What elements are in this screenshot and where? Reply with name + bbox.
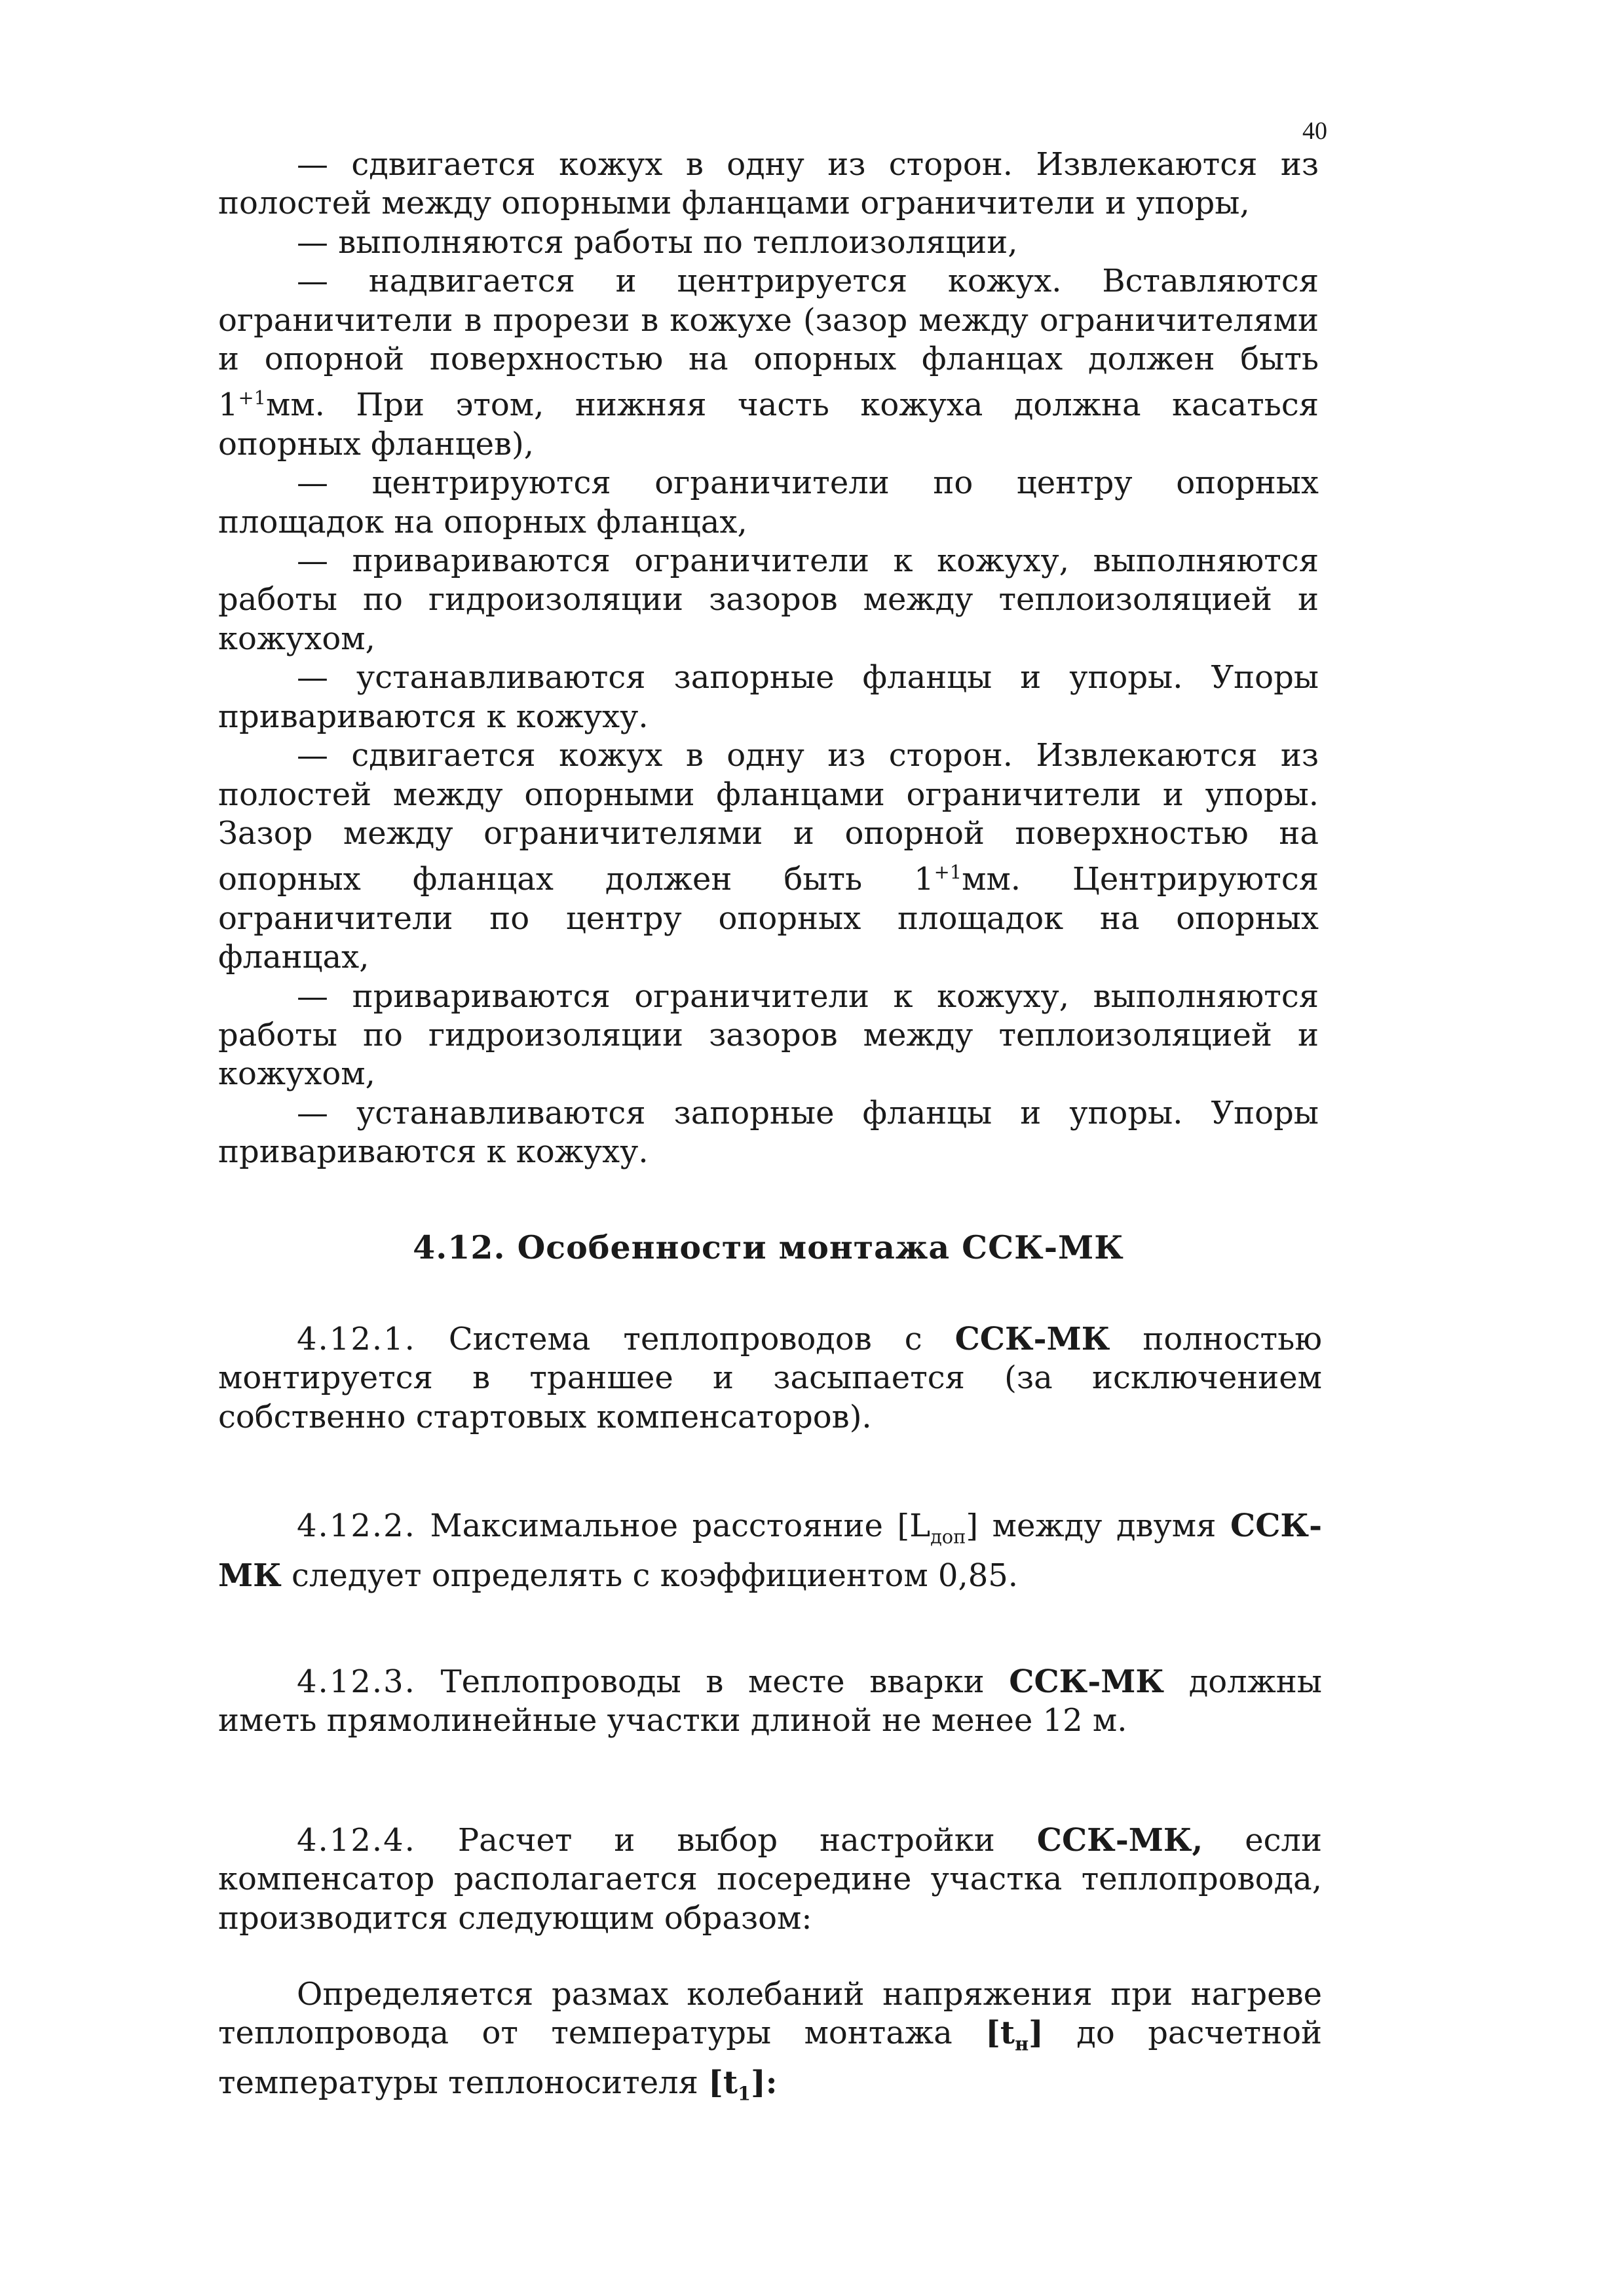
paragraph-4-12-2: 4.12.2. Максимальное расстояние $[L_{доп}]$ между двумя ССК-МК следует определять с коэффициентом 0,85. bbox=[218, 1508, 1322, 1594]
paragraph-stress-range: Определяется размах колебаний напряжения при нагреве теплопровода от температуры монтажа $[t_н]$ до расчетной температуры теплоносителя $[t_1]$: bbox=[218, 1976, 1322, 2105]
list-item: — центрируются ограничители по центру опорных площадок на опорных фланцах, bbox=[218, 465, 1319, 541]
coolant-temp-symbol: $[t_1]$: bbox=[708, 2064, 778, 2105]
brand-name: ССК-МК, bbox=[1036, 1822, 1203, 1859]
page-number: 40 bbox=[1302, 117, 1327, 145]
list-item: — сдвигается кожух в одну из сторон. Извлекаются из полостей между опорными фланцами ограничители и упоры, bbox=[218, 146, 1319, 222]
list-item: — устанавливаются запорные фланцы и упоры. Упоры привариваются к кожуху. bbox=[218, 659, 1319, 735]
paragraph-4-12-3: 4.12.3. Теплопроводы в месте вварки ССК-МК должны иметь прямолинейные участки длиной не менее 12 м. bbox=[218, 1663, 1322, 1739]
list-item: — привариваются ограничители к кожуху, выполняются работы по гидроизоляции зазоров между теплоизоляцией и кожухом, bbox=[218, 977, 1319, 1093]
tolerance-superscript: +1 bbox=[238, 387, 266, 409]
brand-name: ССК-МК bbox=[218, 1508, 1322, 1594]
installation-steps-list bbox=[218, 145, 1319, 1172]
brand-name: ССК-МК bbox=[1009, 1663, 1165, 1700]
brand-name: ССК-МК bbox=[954, 1321, 1110, 1357]
paragraph-4-12-1: 4.12.1. Система теплопроводов с ССК-МК полностью монтируется в траншее и засыпается (за исключением собственно стартовых компенсаторов). bbox=[218, 1321, 1322, 1435]
tolerance-superscript: +1 bbox=[934, 861, 962, 884]
paragraph-4-12-4: 4.12.4. Расчет и выбор настройки ССК-МК, если компенсатор располагается посередине участка теплопровода, производится следующим образом: bbox=[218, 1822, 1323, 1937]
install-temp-symbol: $[t_н]$ bbox=[985, 2015, 1044, 2055]
list-item: — выполняются работы по теплоизоляции, bbox=[297, 223, 1018, 261]
list-item: — привариваются ограничители к кожуху, выполняются работы по гидроизоляции зазоров между теплоизоляцией и кожухом, bbox=[218, 542, 1319, 657]
section-heading: 4.12. Особенности монтажа ССК-МК bbox=[413, 1228, 1124, 1266]
list-item: — устанавливаются запорные фланцы и упоры. Упоры привариваются к кожуху. bbox=[218, 1094, 1319, 1171]
list-item: — сдвигается кожух в одну из сторон. Извлекаются из полостей между опорными фланцами ограничители и упоры. Зазор между ограничителями и опорной поверхностью на опорных фланцах должен быть $1^{+1}мм$. Центрируются ограничители по центру опорных площадок на опорных фланцах, bbox=[218, 737, 1319, 976]
list-item: — надвигается и центрируется кожух. Вставляются ограничители в прорези в кожухе (зазор между ограничителями и опорной поверхностью на опорных фланцах должен быть $1^{+1}мм$. При этом, нижняя часть кожуха должна касаться опорных фланцев), bbox=[218, 263, 1319, 463]
